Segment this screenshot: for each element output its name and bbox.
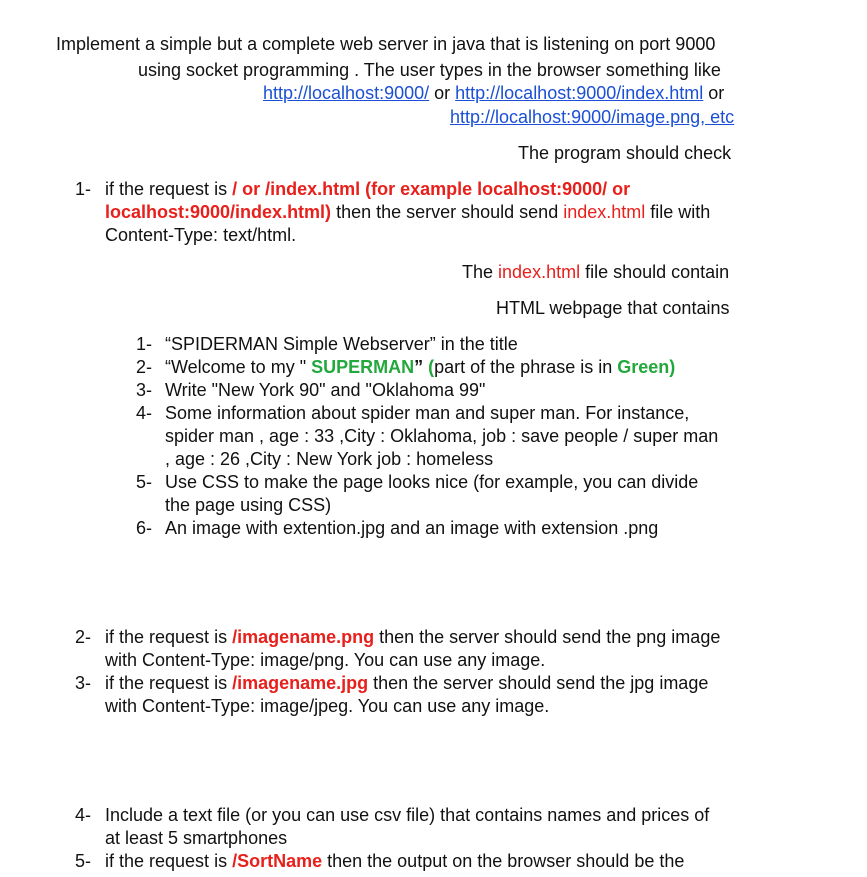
sub-item-4-line-1: Some information about spider man and super man. For instance, — [165, 403, 690, 423]
index-text: file should contain — [580, 262, 730, 282]
item-4-line-1: Include a text file (or you can use csv file) that contains names and prices of — [105, 805, 710, 825]
item-3-text: if the request is — [105, 673, 233, 693]
sub-item-2-text: “Welcome to my " — [165, 357, 312, 377]
item-5-text: then the output on the browser should be the — [322, 851, 685, 871]
item-1-text: if the request is — [105, 179, 233, 199]
item-2-path: /imagename.png — [232, 627, 375, 647]
item-3-number: 3- — [75, 673, 92, 693]
item-1-filename: index.html — [563, 202, 646, 222]
item-1-path: / or /index.html (for example localhost:9000/ or — [232, 179, 631, 199]
sub-item-5-line-1: Use CSS to make the page looks nice (for example, you can divide — [165, 472, 699, 492]
item-1-text: file with — [645, 202, 711, 222]
index-contain-line — [462, 261, 729, 283]
intro-line-1: Implement a simple but a complete web server in java that is listening on port 9000 — [56, 34, 716, 54]
link-localhost-image[interactable]: http://localhost:9000/image.png, etc — [450, 107, 735, 127]
intro-line-3 — [263, 82, 724, 104]
sub-item-1: “SPIDERMAN Simple Webserver” in the title — [165, 334, 518, 354]
index-filename: index.html — [498, 262, 581, 282]
item-3-line-1 — [105, 672, 708, 694]
item-1-path-cont: localhost:9000/index.html) — [105, 202, 332, 222]
item-5-text: if the request is — [105, 851, 233, 871]
sub-item-6: An image with extention.jpg and an image with extension .png — [165, 518, 659, 538]
paren-green: ( — [428, 357, 435, 377]
index-text: The — [462, 262, 499, 282]
item-4-number: 4- — [75, 805, 92, 825]
item-3-path: /imagename.jpg — [232, 673, 369, 693]
link-localhost-index[interactable]: http://localhost:9000/index.html — [455, 83, 704, 103]
item-3-line-2: with Content-Type: image/jpeg. You can use any image. — [105, 696, 550, 716]
sub-item-4-line-3: , age : 26 ,City : New York job : homeless — [165, 449, 494, 469]
item-5-line-1 — [105, 850, 684, 872]
item-5-path: /SortName — [232, 851, 323, 871]
sub-item-number: 1- — [136, 334, 153, 354]
item-3-text: then the server should send the jpg image — [368, 673, 709, 693]
check-heading: The program should check — [518, 143, 732, 163]
item-2-line-2: with Content-Type: image/png. You can use any image. — [105, 650, 546, 670]
item-2-text: if the request is — [105, 627, 233, 647]
item-1-number: 1- — [75, 179, 92, 199]
sub-item-number: 3- — [136, 380, 153, 400]
item-2-text: then the server should send the png image — [374, 627, 721, 647]
quote-mark: ” — [414, 357, 429, 377]
item-1-line-2 — [105, 201, 710, 223]
sub-item-2-text: part of the phrase is in — [434, 357, 618, 377]
intro-line-2: using socket programming . The user types in the browser something like — [138, 60, 721, 80]
sub-item-number: 2- — [136, 357, 153, 377]
green-word: Green) — [617, 357, 676, 377]
item-1-text: then the server should send — [331, 202, 564, 222]
item-1-line-3: Content-Type: text/html. — [105, 225, 297, 245]
or-text: or — [703, 83, 725, 103]
item-1-line-1 — [105, 178, 630, 200]
sub-item-5-line-2: the page using CSS) — [165, 495, 332, 515]
html-webpage-line: HTML webpage that contains — [496, 298, 730, 318]
sub-item-number: 5- — [136, 472, 153, 492]
item-5-number: 5- — [75, 851, 92, 871]
sub-item-2 — [165, 356, 675, 378]
intro-line-4 — [450, 106, 734, 128]
sub-item-4-line-2: spider man , age : 33 ,City : Oklahoma, job : save people / super man — [165, 426, 719, 446]
item-4-line-2: at least 5 smartphones — [105, 828, 288, 848]
sub-item-number: 4- — [136, 403, 153, 423]
item-2-number: 2- — [75, 627, 92, 647]
or-text: or — [429, 83, 456, 103]
link-localhost-root[interactable]: http://localhost:9000/ — [263, 83, 430, 103]
superman-green: SUPERMAN — [311, 357, 415, 377]
sub-item-3: Write "New York 90" and "Oklahoma 99" — [165, 380, 486, 400]
sub-item-number: 6- — [136, 518, 153, 538]
item-2-line-1 — [105, 626, 720, 648]
